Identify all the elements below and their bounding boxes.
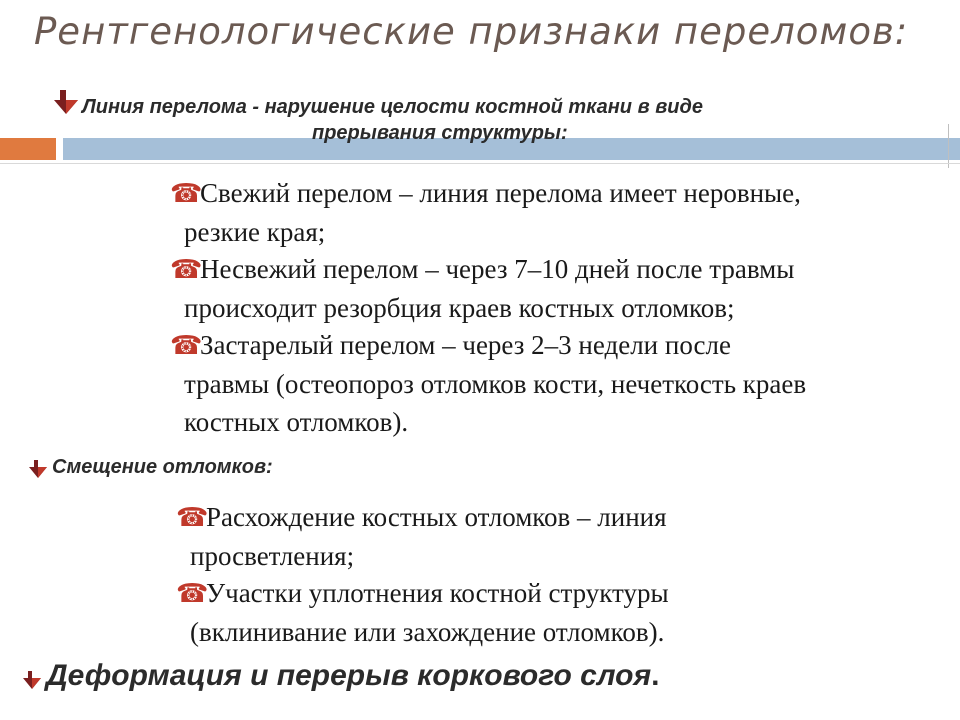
section1-item-2 (170, 250, 794, 327)
item-line: Застарелый перелом – через 2–3 недели после (200, 330, 731, 360)
section1-heading-line1: Линия перелома - нарушение целости костной ткани в виде (82, 96, 703, 118)
header-rule-right-tick (948, 124, 949, 168)
section3-heading (46, 659, 659, 693)
arrow-bullet-icon (28, 459, 50, 479)
item-line: (вклинивание или захождение отломков). (190, 617, 665, 647)
telephone-icon: ☎ (176, 503, 209, 532)
item-line: просветления; (190, 541, 355, 571)
arrow-bullet-icon (22, 670, 44, 690)
section1-item-1 (170, 174, 801, 251)
item-line: резкие края; (184, 217, 326, 247)
telephone-icon: ☎ (170, 179, 203, 208)
item-line: травмы (остеопороз отломков кости, нечеткость краев (184, 369, 807, 399)
header-rule-underline (0, 163, 960, 164)
item-line: происходит резорбция краев костных отломков; (184, 293, 735, 323)
telephone-icon: ☎ (176, 579, 209, 608)
arrow-bullet-icon (52, 88, 82, 116)
section1-heading-line2: прерывания структуры: (312, 122, 568, 144)
item-line: Участки уплотнения костной структуры (206, 578, 669, 608)
header-rule-orange (0, 138, 56, 160)
item-line: Несвежий перелом – через 7–10 дней после травмы (200, 254, 795, 284)
section1-heading (82, 94, 703, 146)
section2-item-1 (176, 498, 667, 575)
item-line: Свежий перелом – линия перелома имеет неровные, (200, 178, 801, 208)
section2-item-2 (176, 574, 669, 651)
telephone-icon: ☎ (170, 255, 203, 284)
section2-heading: Смещение отломков: (52, 456, 273, 478)
section3-heading-text: Деформация и перерыв коркового слоя (46, 659, 652, 692)
item-line: Расхождение костных отломков – линия (206, 502, 667, 532)
section1-item-3 (170, 326, 806, 441)
telephone-icon: ☎ (170, 331, 203, 360)
section3-heading-trail: . (651, 659, 660, 692)
slide-title: Рентгенологические признаки переломов: (34, 10, 909, 53)
item-line: костных отломков). (184, 407, 409, 437)
